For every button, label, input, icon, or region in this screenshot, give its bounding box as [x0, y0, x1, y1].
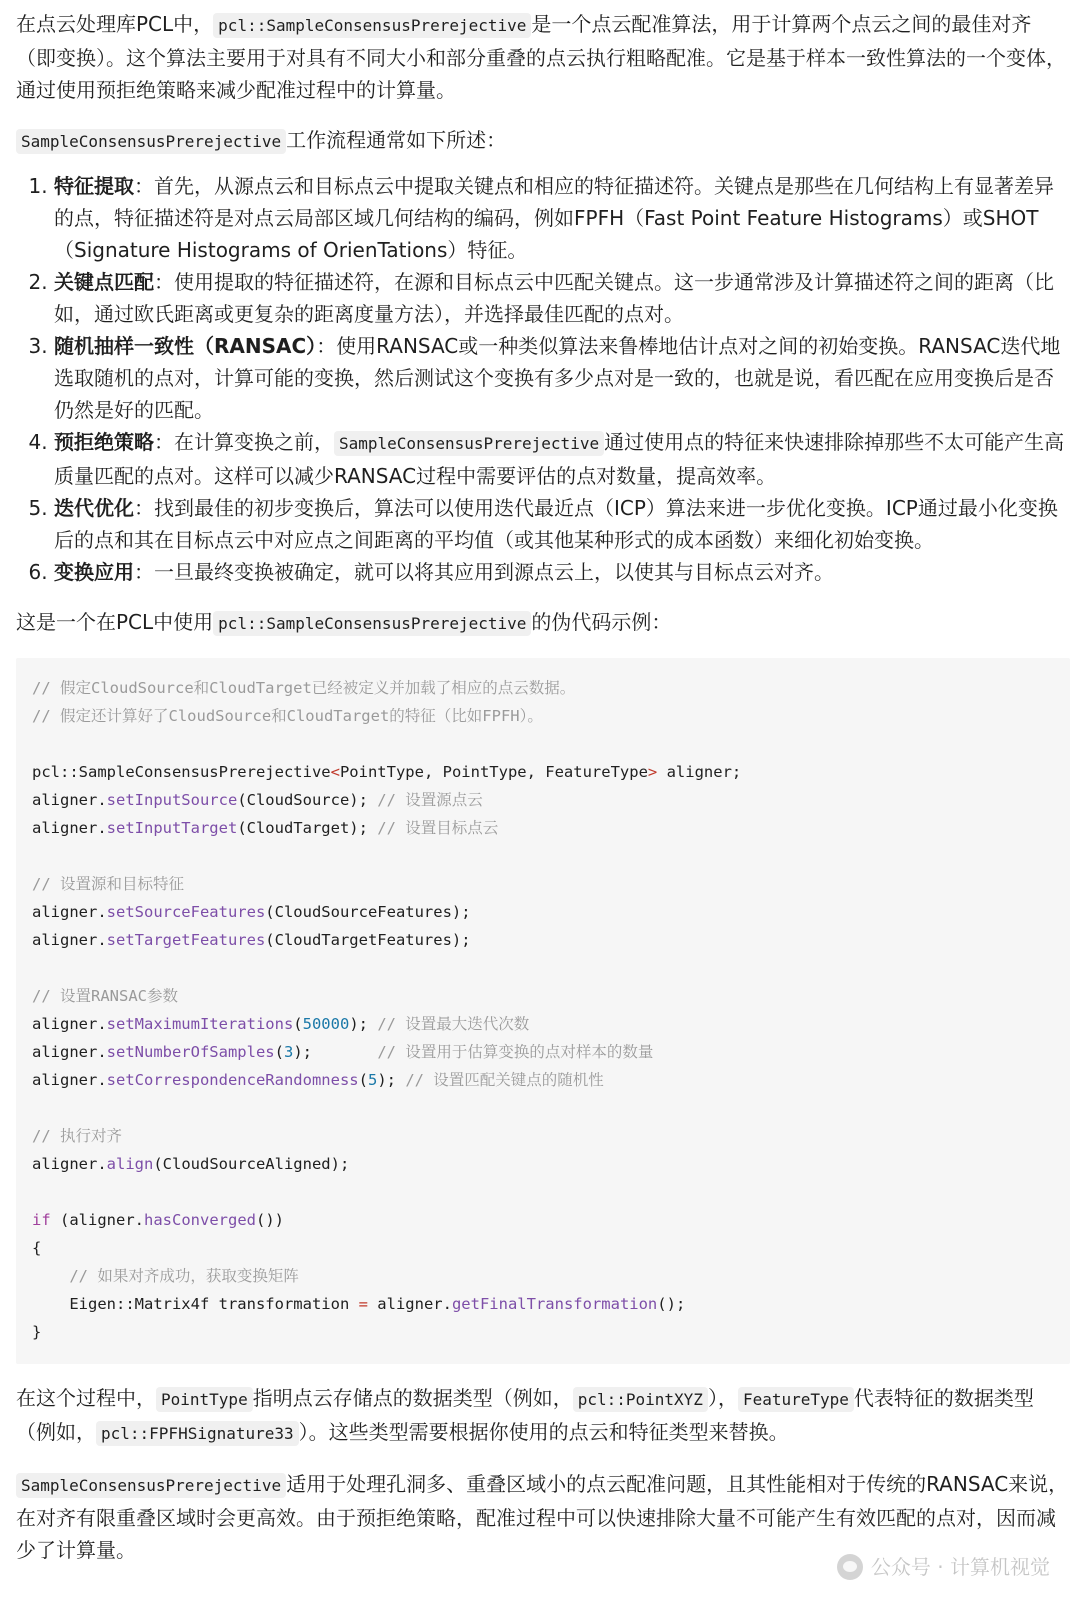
code-line — [32, 702, 1054, 730]
code-token: aligner; — [657, 763, 742, 781]
text-span: ）， — [707, 1386, 738, 1410]
code-token: setInputTarget — [106, 819, 238, 837]
code-line — [32, 1262, 1054, 1290]
inline-code: SampleConsensusPrerejective — [16, 129, 286, 154]
step-text: ：一旦最终变换被确定，就可以将其应用到源点云上，以使其与目标点云对齐。 — [134, 560, 834, 584]
article — [16, 8, 1070, 1566]
code-token: aligner. — [32, 1155, 107, 1173]
code-token: align — [106, 1155, 154, 1173]
code-token: aligner. — [32, 1015, 107, 1033]
code-token: } — [32, 1323, 42, 1341]
code-token: (CloudSourceAligned); — [153, 1155, 350, 1173]
code-token: setInputSource — [106, 791, 238, 809]
inline-code: pcl::FPFHSignature33 — [96, 1421, 299, 1446]
list-item — [54, 266, 1070, 330]
types-paragraph — [16, 1382, 1070, 1450]
list-item — [54, 492, 1070, 556]
code-token: setNumberOfSamples — [106, 1043, 275, 1061]
code-token: // 设置目标点云 — [377, 819, 499, 837]
code-token: aligner. — [367, 1295, 452, 1313]
code-line — [32, 1094, 1054, 1122]
code-token: ( — [358, 1071, 368, 1089]
code-token: 5 — [367, 1071, 378, 1089]
code-token: = — [358, 1295, 368, 1313]
code-token: (aligner. — [50, 1211, 144, 1229]
code-token: pcl::SampleConsensusPrerejective — [32, 763, 331, 781]
code-token: aligner. — [32, 819, 107, 837]
code-token: (); — [657, 1295, 686, 1313]
code-token: aligner. — [32, 931, 107, 949]
code-line — [32, 1206, 1054, 1234]
code-token: (CloudSource); — [237, 791, 378, 809]
code-token: ( — [274, 1043, 284, 1061]
code-token: // 设置匹配关键点的随机性 — [405, 1071, 604, 1089]
code-token: // 设置最大迭代次数 — [377, 1015, 530, 1033]
code-token: getFinalTransformation — [451, 1295, 658, 1313]
inline-code: SampleConsensusPrerejective — [334, 431, 604, 456]
list-item — [54, 330, 1070, 426]
code-token: (CloudSourceFeatures); — [265, 903, 471, 921]
text-span: 在这个过程中， — [16, 1386, 156, 1410]
intro-suffix: 是一个点云配准算法，用于计算两个点云之间的最佳对齐（即变换）。这个算法主要用于对具有不同大小和部分重叠的点云执行粗略配准。它是基于样本一致性算法的一个变体，通过使用预拒绝策略来减少配准过程中的计算量。 — [16, 12, 1066, 102]
pseudo-code-lead — [16, 606, 1070, 640]
code-line — [32, 758, 1054, 786]
code-token: 50000 — [302, 1015, 350, 1033]
code-block[interactable] — [16, 658, 1070, 1364]
code-line — [32, 842, 1054, 870]
code-line — [32, 1038, 1054, 1066]
code-line — [32, 1122, 1054, 1150]
code-token: ); — [293, 1043, 378, 1061]
code-token: if — [32, 1211, 51, 1229]
code-line — [32, 1178, 1054, 1206]
code-token: // 设置源点云 — [377, 791, 483, 809]
code-line — [32, 814, 1054, 842]
code-token: ); — [349, 1015, 378, 1033]
code-line — [32, 954, 1054, 982]
code-token: 3 — [283, 1043, 294, 1061]
code-token: aligner. — [32, 903, 107, 921]
step-title: 预拒绝策略 — [54, 430, 154, 454]
code-token: aligner. — [32, 1043, 107, 1061]
code-token: < — [330, 763, 340, 781]
code-token — [32, 1267, 69, 1285]
code-token: setTargetFeatures — [106, 931, 266, 949]
step-title: 迭代优化 — [54, 496, 134, 520]
code-token: setCorrespondenceRandomness — [106, 1071, 359, 1089]
summary-text: 适用于处理孔洞多、重叠区域小的点云配准问题，且其性能相对于传统的RANSAC来说，在对齐有限重叠区域时会更高效。由于预拒绝策略，配准过程中可以快速排除大量不可能产生有效匹配的点对，因而减少了计算量。 — [16, 1472, 1069, 1562]
code-line — [32, 926, 1054, 954]
step-title: 关键点匹配 — [54, 270, 154, 294]
list-item — [54, 426, 1070, 492]
wechat-icon — [837, 1554, 863, 1580]
text-span: 代表特征的数据类型（例如， — [16, 1386, 1034, 1444]
code-line — [32, 786, 1054, 814]
list-item — [54, 170, 1070, 266]
code-token: // 假定还计算好了CloudSource和CloudTarget的特征（比如FPFH）。 — [32, 707, 543, 725]
code-token: // 设置用于估算变换的点对样本的数量 — [377, 1043, 654, 1061]
step-text: 通过使用点的特征来快速排除掉那些不太可能产生高质量匹配的点对。这样可以减少RANSAC过程中需要评估的点对数量，提高效率。 — [54, 430, 1065, 488]
code-token: // 假定CloudSource和CloudTarget已经被定义并加载了相应的点云数据。 — [32, 679, 576, 697]
code-token: { — [32, 1239, 42, 1257]
step-text: ：找到最佳的初步变换后，算法可以使用迭代最近点（ICP）算法来进一步优化变换。ICP通过最小化变换后的点和其在目标点云中对应点之间距离的平均值（或其他某种形式的成本函数）来细化初始变换。 — [54, 496, 1058, 552]
pseudo-prefix: 这是一个在PCL中使用 — [16, 610, 214, 634]
workflow-steps-list — [16, 170, 1070, 588]
code-line — [32, 982, 1054, 1010]
code-line — [32, 1318, 1054, 1346]
step-text: ：首先，从源点云和目标点云中提取关键点和相应的特征描述符。关键点是那些在几何结构上有显著差异的点，特征描述符是对点云局部区域几何结构的编码，例如FPFH（Fast Point Feature Histograms）或SHOT（Signature Histograms of OrienTations）特征。 — [54, 174, 1054, 262]
code-token: // 执行对齐 — [32, 1127, 122, 1145]
code-token: Eigen::Matrix4f transformation — [32, 1295, 359, 1313]
inline-code: SampleConsensusPrerejective — [16, 1473, 286, 1498]
code-token: PointType, PointType, FeatureType — [339, 763, 648, 781]
code-line — [32, 898, 1054, 926]
code-line — [32, 1066, 1054, 1094]
code-token: (CloudTargetFeatures); — [265, 931, 471, 949]
workflow-text: 工作流程通常如下所述： — [286, 128, 507, 152]
inline-code: PointType — [156, 1387, 253, 1412]
inline-code: pcl::PointXYZ — [573, 1387, 708, 1412]
code-line — [32, 1290, 1054, 1318]
code-token: > — [647, 763, 658, 781]
workflow-lead — [16, 124, 1070, 158]
code-line — [32, 674, 1054, 702]
step-title: 变换应用 — [54, 560, 134, 584]
code-token: // 如果对齐成功，获取变换矩阵 — [69, 1267, 299, 1285]
step-text: ：使用RANSAC或一种类似算法来鲁棒地估计点对之间的初始变换。RANSAC迭代地选取随机的点对，计算可能的变换，然后测试这个变换有多少点对是一致的，也就是说，看匹配在应用变换后是否仍然是好的匹配。 — [54, 334, 1061, 422]
inline-code: pcl::SampleConsensusPrerejective — [213, 611, 531, 636]
code-token: setSourceFeatures — [106, 903, 266, 921]
code-token: aligner. — [32, 1071, 107, 1089]
text-span: ）。这些类型需要根据你使用的点云和特征类型来替换。 — [298, 1420, 789, 1444]
code-token: // 设置RANSAC参数 — [32, 987, 178, 1005]
code-token: hasConverged — [144, 1211, 256, 1229]
step-title: 随机抽样一致性（RANSAC） — [54, 334, 317, 358]
code-token: // 设置源和目标特征 — [32, 875, 184, 893]
code-token: (CloudTarget); — [237, 819, 378, 837]
watermark — [837, 1551, 1050, 1583]
inline-code: pcl::SampleConsensusPrerejective — [213, 13, 531, 38]
step-title: 特征提取 — [54, 174, 134, 198]
step-text: ：在计算变换之前， — [154, 430, 334, 454]
code-line — [32, 870, 1054, 898]
text-span: 指明点云存储点的数据类型（例如， — [252, 1386, 573, 1410]
code-token: setMaximumIterations — [106, 1015, 294, 1033]
list-item — [54, 556, 1070, 588]
code-token: aligner. — [32, 791, 107, 809]
pseudo-suffix: 的伪代码示例： — [531, 610, 672, 634]
code-token: ); — [377, 1071, 406, 1089]
watermark-text: 公众号 · 计算机视觉 — [870, 1555, 1050, 1579]
code-token: ()) — [255, 1211, 284, 1229]
inline-code: FeatureType — [738, 1387, 854, 1412]
step-text: ：使用提取的特征描述符，在源和目标点云中匹配关键点。这一步通常涉及计算描述符之间的距离（比如，通过欧氏距离或更复杂的距离度量方法），并选择最佳匹配的点对。 — [54, 270, 1054, 326]
intro-prefix: 在点云处理库PCL中， — [16, 12, 214, 36]
code-line — [32, 1234, 1054, 1262]
intro-paragraph — [16, 8, 1070, 106]
code-token: ( — [293, 1015, 303, 1033]
code-line — [32, 730, 1054, 758]
code-line — [32, 1150, 1054, 1178]
code-line — [32, 1010, 1054, 1038]
